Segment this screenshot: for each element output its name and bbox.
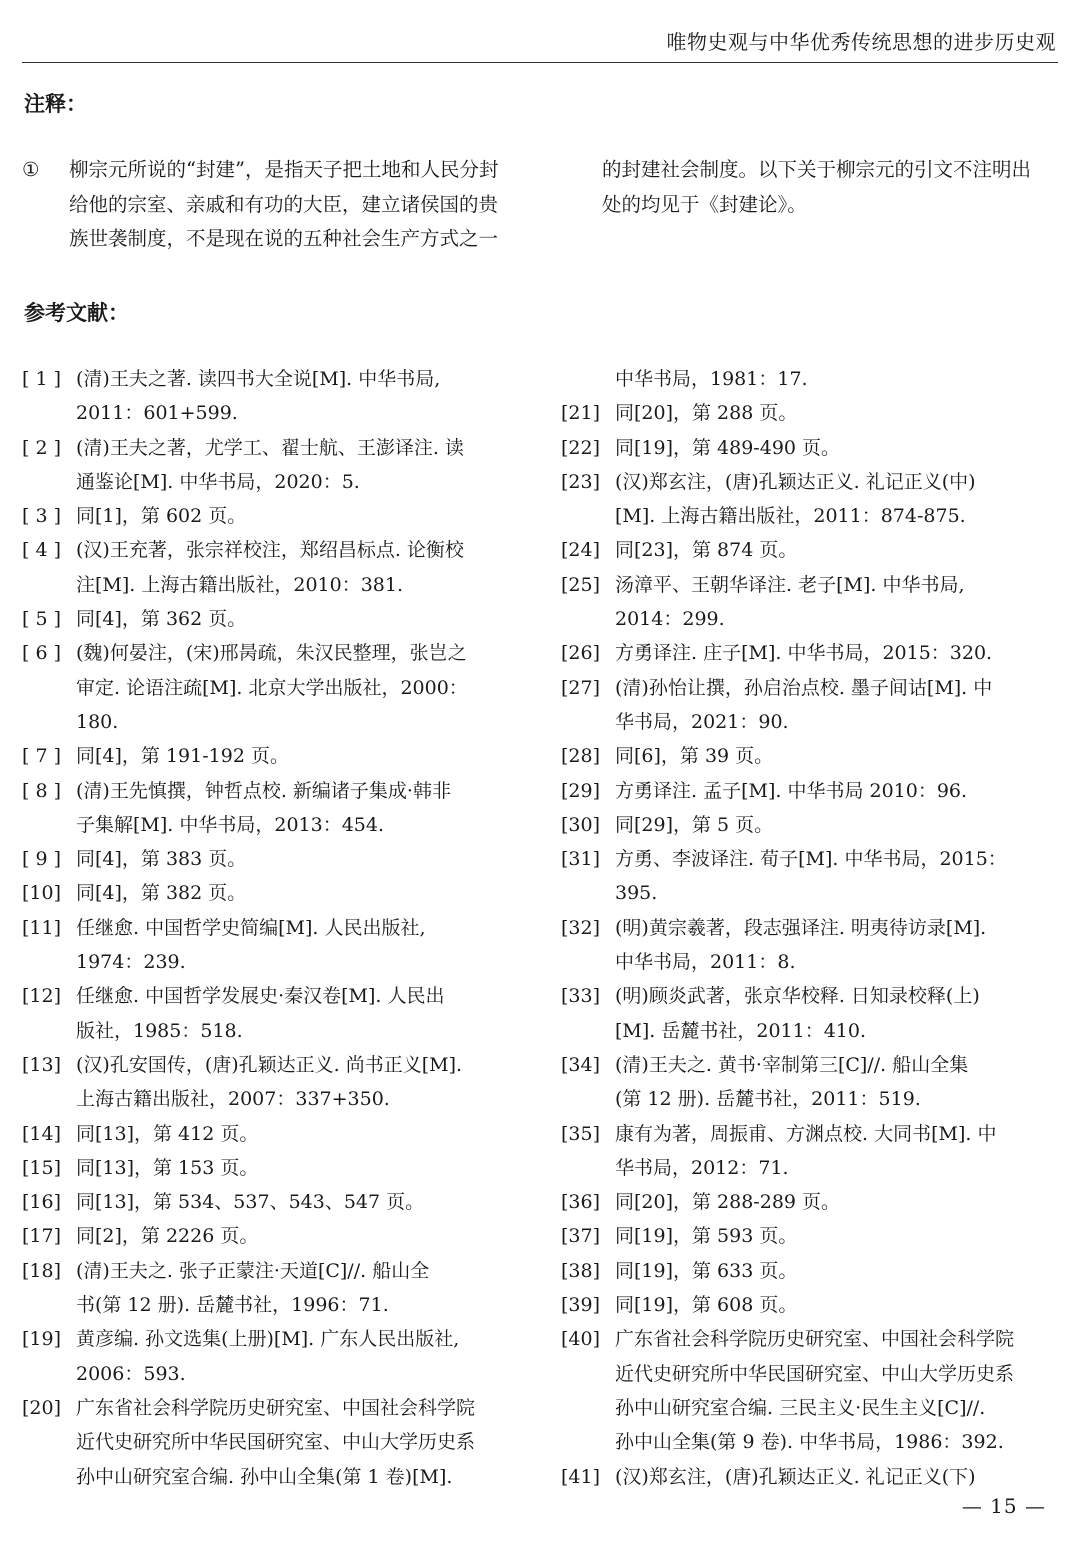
- reference-number: [31]: [561, 848, 601, 871]
- reference-item: [561, 739, 1061, 773]
- reference-item: [561, 431, 1061, 465]
- note-line: 的封建社会制度。以下关于柳宗元的引文不注明出: [602, 158, 1032, 181]
- reference-text: (汉)王充著，张宗祥校注，郑绍昌标点. 论衡校: [76, 539, 464, 562]
- reference-text: 孙中山研究室合编. 孙中山全集(第 1 卷)[M].: [76, 1465, 453, 1488]
- reference-number: [39]: [561, 1294, 601, 1317]
- reference-text: 注[M]. 上海古籍出版社，2010：381.: [76, 573, 404, 596]
- reference-text: (明)黄宗羲著，段志强译注. 明夷待访录[M].: [615, 916, 987, 939]
- reference-item: [561, 1117, 1061, 1186]
- reference-text: (明)顾炎武著，张京华校释. 日知录校释(上): [615, 985, 980, 1008]
- reference-number: [26]: [561, 642, 601, 665]
- reference-text: (汉)郑玄注，(唐)孔颖达正义. 礼记正义(下): [615, 1465, 976, 1488]
- reference-text: 180.: [76, 710, 119, 733]
- reference-number: [32]: [561, 916, 601, 939]
- reference-text: 同[29]，第 5 页。: [615, 813, 774, 836]
- reference-text: 任继愈. 中国哲学史简编[M]. 人民出版社,: [76, 916, 426, 939]
- reference-text: 同[20]，第 288 页。: [615, 402, 798, 425]
- reference-number: [10]: [22, 882, 62, 905]
- reference-text: (清)孙怡让撰，孙启治点校. 墨子间诂[M]. 中: [615, 676, 993, 699]
- reference-continuation: 中华书局，1981：17.: [615, 368, 808, 390]
- reference-item: [561, 1460, 1061, 1494]
- reference-number: [15]: [22, 1156, 62, 1179]
- reference-text: 广东省社会科学院历史研究室、中国社会科学院: [76, 1396, 476, 1419]
- reference-number: [ 3 ]: [22, 505, 61, 528]
- reference-text: 同[4]，第 191-192 页。: [76, 745, 289, 768]
- reference-text: (清)王夫之著. 读四书大全说[M]. 中华书局,: [76, 368, 441, 390]
- reference-text: 孙中山全集(第 9 卷). 中华书局，1986：392.: [615, 1431, 1004, 1454]
- references-heading: 参考文献：: [24, 301, 129, 325]
- reference-item: [561, 1288, 1061, 1322]
- reference-number: [21]: [561, 402, 601, 425]
- reference-text: (汉)孔安国传，(唐)孔颖达正义. 尚书正义[M].: [76, 1053, 463, 1076]
- reference-item: [561, 1322, 1061, 1459]
- reference-text: (魏)何晏注，(宋)邢昺疏，朱汉民整理，张岂之: [76, 642, 467, 665]
- notes-heading: 注释：: [24, 92, 87, 116]
- reference-text: 同[2]，第 2226 页。: [76, 1225, 259, 1248]
- reference-text: 版社，1985：518.: [76, 1019, 243, 1042]
- reference-item: [561, 568, 1061, 637]
- reference-text: 同[19]，第 633 页。: [615, 1259, 798, 1282]
- page-number: — 15 —: [961, 1494, 1046, 1518]
- reference-item: [561, 808, 1061, 842]
- reference-text: 同[4]，第 383 页。: [76, 848, 247, 871]
- reference-number: [34]: [561, 1053, 601, 1076]
- reference-item: [22, 1219, 527, 1253]
- reference-text: (清)王夫之. 黄书·宰制第三[C]//. 船山全集: [615, 1053, 969, 1076]
- reference-item: [561, 636, 1061, 670]
- reference-number: [37]: [561, 1225, 601, 1248]
- reference-text: 同[20]，第 288-289 页。: [615, 1191, 841, 1214]
- reference-item: [561, 396, 1061, 430]
- reference-item: [22, 431, 527, 500]
- reference-item: [22, 1151, 527, 1185]
- reference-item: [561, 1254, 1061, 1288]
- reference-item: [561, 911, 1061, 980]
- reference-text: 2006：593.: [76, 1362, 186, 1385]
- reference-text: 同[13]，第 153 页。: [76, 1156, 259, 1179]
- reference-item: [22, 842, 527, 876]
- reference-text: 广东省社会科学院历史研究室、中国社会科学院: [615, 1328, 1015, 1351]
- note-left-column: [22, 153, 522, 257]
- reference-text: 书(第 12 册). 岳麓书社，1996：71.: [76, 1294, 389, 1317]
- reference-text: 同[19]，第 608 页。: [615, 1294, 798, 1317]
- reference-number: [22]: [561, 436, 601, 459]
- reference-item: [22, 876, 527, 910]
- reference-item: [22, 1048, 527, 1117]
- reference-item: [561, 1048, 1061, 1117]
- reference-text: 同[4]，第 382 页。: [76, 882, 247, 905]
- reference-number: [30]: [561, 813, 601, 836]
- reference-item: [22, 362, 527, 431]
- header-rule: [22, 62, 1058, 63]
- reference-number: [ 5 ]: [22, 608, 61, 631]
- reference-number: [19]: [22, 1328, 62, 1351]
- reference-text: 通鉴论[M]. 中华书局，2020：5.: [76, 470, 360, 493]
- reference-item: [22, 911, 527, 980]
- reference-number: [27]: [561, 676, 601, 699]
- reference-number: [ 9 ]: [22, 848, 61, 871]
- reference-text: (清)王夫之著，尤学工、翟士航、王澎译注. 读: [76, 436, 464, 459]
- reference-number: [29]: [561, 779, 601, 802]
- reference-item: [561, 1219, 1061, 1253]
- reference-number: [ 4 ]: [22, 539, 61, 562]
- reference-text: (第 12 册). 岳麓书社，2011：519.: [615, 1088, 921, 1111]
- reference-number: [28]: [561, 745, 601, 768]
- reference-number: [38]: [561, 1259, 601, 1282]
- reference-text: 395.: [615, 882, 658, 905]
- reference-text: 审定. 论语注疏[M]. 北京大学出版社，2000：: [76, 676, 468, 699]
- reference-number: [16]: [22, 1191, 62, 1214]
- reference-text: 同[13]，第 534、537、543、547 页。: [76, 1191, 425, 1214]
- reference-text: 上海古籍出版社，2007：337+350.: [76, 1088, 390, 1111]
- reference-number: [ 8 ]: [22, 779, 61, 802]
- reference-number: [ 7 ]: [22, 745, 61, 768]
- reference-item: [561, 533, 1061, 567]
- reference-number: [12]: [22, 985, 62, 1008]
- reference-number: [18]: [22, 1259, 62, 1282]
- reference-item: [561, 671, 1061, 740]
- reference-number: [23]: [561, 470, 601, 493]
- reference-item: [22, 1254, 527, 1323]
- note-line: 柳宗元所说的“封建”，是指天子把土地和人民分封: [69, 158, 499, 181]
- reference-number: [25]: [561, 573, 601, 596]
- reference-text: 任继愈. 中国哲学发展史·秦汉卷[M]. 人民出: [76, 985, 445, 1008]
- reference-text: 同[13]，第 412 页。: [76, 1122, 259, 1145]
- reference-number: [ 1 ]: [22, 368, 61, 390]
- reference-number: [41]: [561, 1465, 601, 1488]
- reference-text: 子集解[M]. 中华书局，2013：454.: [76, 813, 385, 836]
- reference-item: [22, 533, 527, 602]
- reference-item: [22, 602, 527, 636]
- note-line: 族世袭制度，不是现在说的五种社会生产方式之一: [69, 227, 499, 250]
- reference-item: [561, 465, 1061, 534]
- reference-number: [20]: [22, 1396, 62, 1419]
- reference-item: [22, 1391, 527, 1494]
- reference-item: [561, 774, 1061, 808]
- reference-text: 孙中山研究室合编. 三民主义·民生主义[C]//.: [615, 1396, 986, 1419]
- reference-item: [561, 842, 1061, 911]
- reference-number: [ 2 ]: [22, 436, 61, 459]
- reference-text: 同[4]，第 362 页。: [76, 608, 247, 631]
- reference-text: 中华书局，2011：8.: [615, 951, 796, 974]
- running-head: 唯物史观与中华优秀传统思想的进步历史观: [666, 30, 1056, 54]
- reference-item: [22, 774, 527, 843]
- references-right-column: [561, 362, 1061, 1494]
- note-right-column: [602, 153, 1062, 222]
- reference-text: 方勇译注. 孟子[M]. 中华书局 2010：96.: [615, 779, 968, 802]
- reference-number: [14]: [22, 1122, 62, 1145]
- note-line: 处的均见于《封建论》。: [602, 192, 807, 216]
- reference-number: [40]: [561, 1328, 601, 1351]
- reference-text: (清)王夫之. 张子正蒙注·天道[C]//. 船山全: [76, 1259, 430, 1282]
- reference-text: [M]. 岳麓书社，2011：410.: [615, 1019, 867, 1042]
- reference-text: [M]. 上海古籍出版社，2011：874-875.: [615, 505, 966, 528]
- reference-number: [13]: [22, 1053, 62, 1076]
- reference-text: 同[19]，第 593 页。: [615, 1225, 798, 1248]
- reference-text: 近代史研究所中华民国研究室、中山大学历史系: [76, 1431, 476, 1454]
- reference-number: [33]: [561, 985, 601, 1008]
- reference-text: 同[23]，第 874 页。: [615, 539, 798, 562]
- reference-text: 2011：601+599.: [76, 402, 238, 425]
- reference-text: 方勇、李波译注. 荀子[M]. 中华书局，2015：: [615, 848, 1007, 871]
- reference-item: [22, 979, 527, 1048]
- reference-text: 汤漳平、王朝华译注. 老子[M]. 中华书局,: [615, 573, 965, 596]
- reference-item: [561, 1185, 1061, 1219]
- references-left-column: [22, 362, 527, 1494]
- reference-item: [561, 979, 1061, 1048]
- reference-item: [22, 636, 527, 739]
- reference-item: [22, 739, 527, 773]
- reference-number: [ 6 ]: [22, 642, 61, 665]
- reference-text: 2014：299.: [615, 608, 725, 631]
- reference-text: 华书局，2012：71.: [615, 1156, 789, 1179]
- reference-number: [17]: [22, 1225, 62, 1248]
- reference-number: [35]: [561, 1122, 601, 1145]
- note-marker: ①: [22, 158, 40, 181]
- reference-text: 1974：239.: [76, 951, 186, 974]
- reference-item: [22, 1117, 527, 1151]
- reference-text: 同[6]，第 39 页。: [615, 745, 774, 768]
- reference-text: (汉)郑玄注，(唐)孔颖达正义. 礼记正义(中): [615, 470, 976, 493]
- reference-text: 康有为著，周振甫、方渊点校. 大同书[M]. 中: [615, 1122, 997, 1145]
- reference-text: 近代史研究所中华民国研究室、中山大学历史系: [615, 1362, 1015, 1385]
- reference-item: [22, 499, 527, 533]
- reference-text: 黄彦编. 孙文选集(上册)[M]. 广东人民出版社,: [76, 1328, 460, 1351]
- reference-number: [24]: [561, 539, 601, 562]
- reference-text: (清)王先慎撰，钟哲点校. 新编诸子集成·韩非: [76, 779, 451, 802]
- reference-item: [22, 1322, 527, 1391]
- reference-text: 同[19]，第 489-490 页。: [615, 436, 841, 459]
- reference-number: [36]: [561, 1191, 601, 1214]
- reference-item: [22, 1185, 527, 1219]
- reference-text: 华书局，2021：90.: [615, 710, 789, 733]
- reference-number: [11]: [22, 916, 62, 939]
- reference-text: 同[1]，第 602 页。: [76, 505, 247, 528]
- reference-text: 方勇译注. 庄子[M]. 中华书局，2015：320.: [615, 642, 993, 665]
- note-line: 给他的宗室、亲戚和有功的大臣，建立诸侯国的贵: [69, 192, 499, 216]
